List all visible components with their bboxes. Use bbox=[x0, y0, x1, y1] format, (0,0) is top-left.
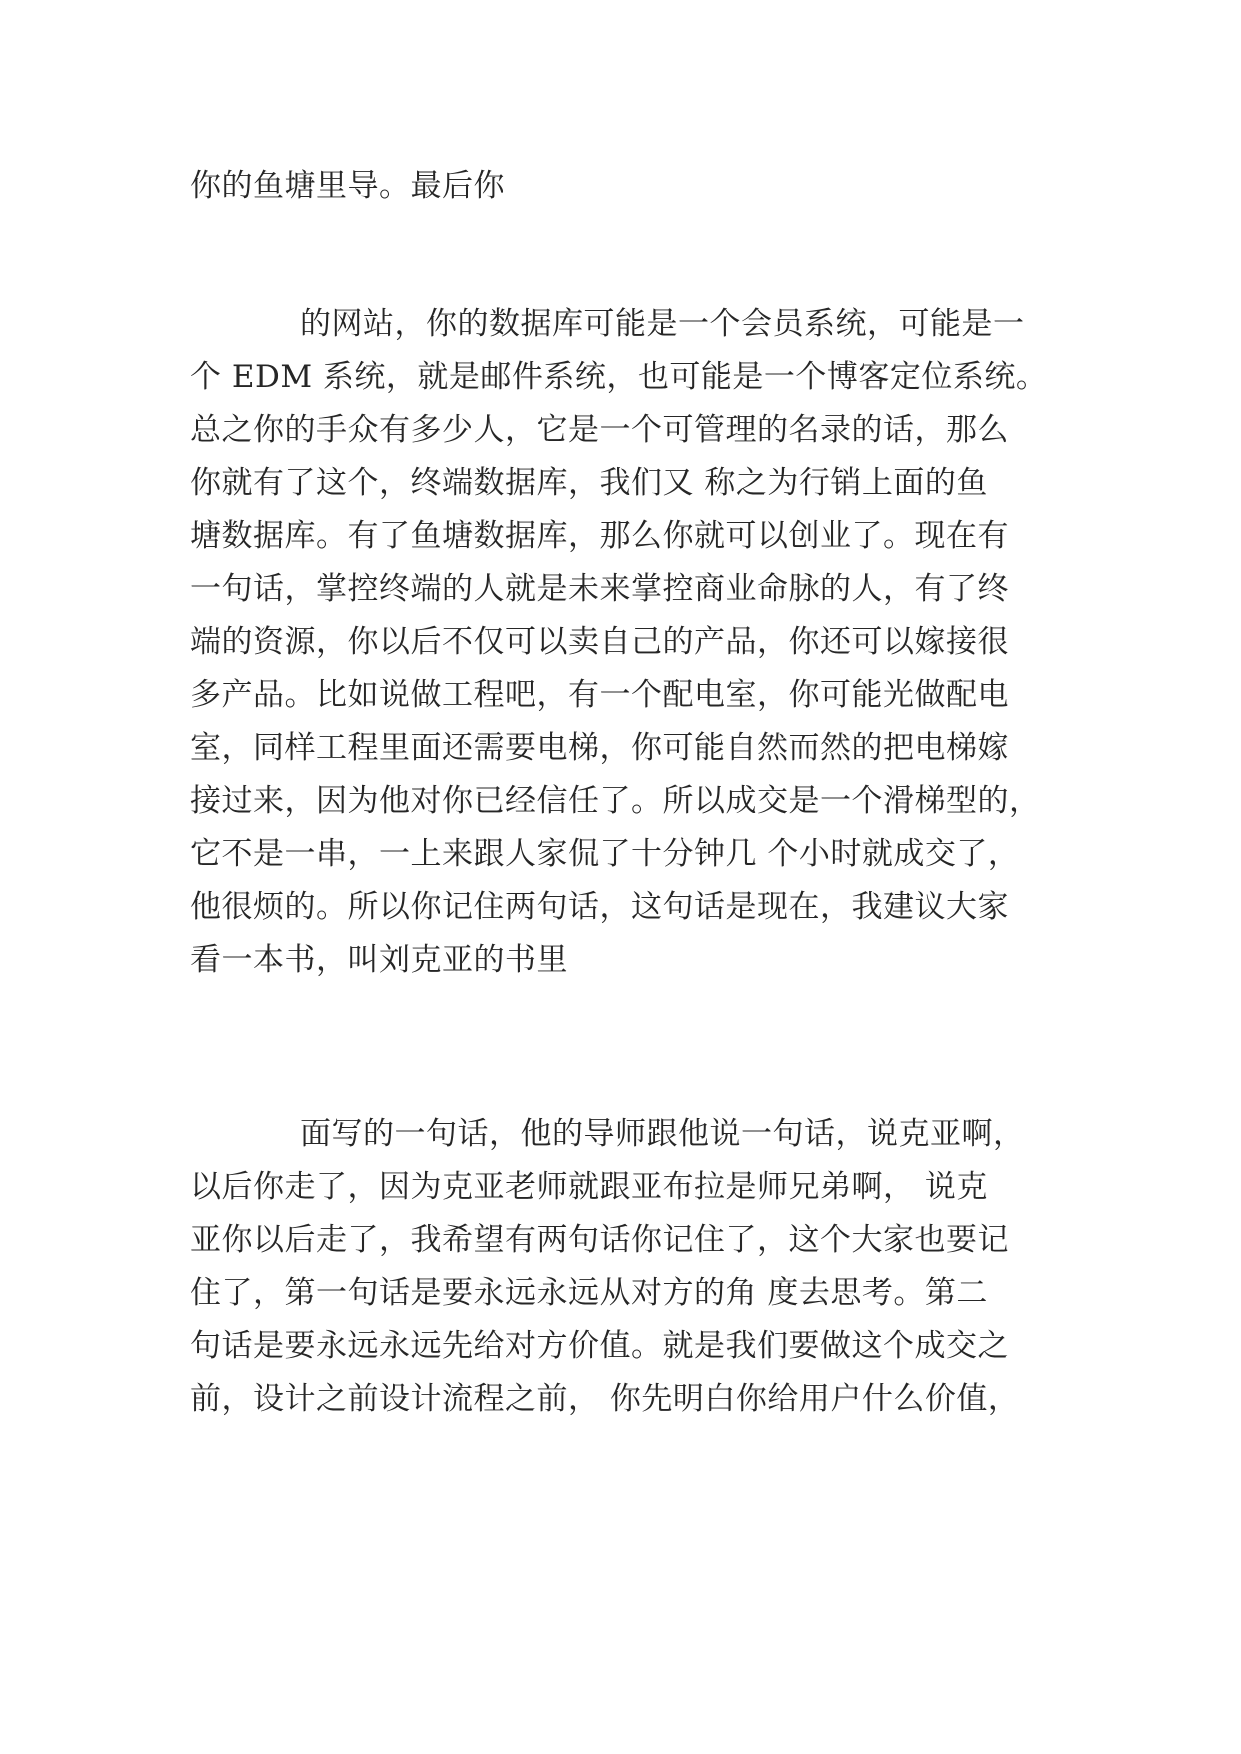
text-line: 住了，第一句话是要永远永远从对方的角 度去思考。第二 bbox=[190, 1275, 988, 1311]
text-line: 以后你走了，因为克亚老师就跟亚布拉是师兄弟啊， 说克 bbox=[190, 1169, 988, 1205]
text-line: 看一本书，叫刘克亚的书里 bbox=[190, 942, 568, 978]
text-line: 端的资源，你以后不仅可以卖自己的产品，你还可以嫁接很 bbox=[190, 624, 1009, 660]
text-line: 总之你的手众有多少人，它是一个可管理的名录的话，那么 bbox=[190, 412, 1009, 448]
text-line: 接过来，因为他对你已经信任了。所以成交是一个滑梯型的， bbox=[190, 783, 1041, 819]
text-line: 他很烦的。所以你记住两句话，这句话是现在，我建议大家 bbox=[190, 889, 1009, 925]
text-line: 前，设计之前设计流程之前， 你先明白你给用户什么价值， bbox=[190, 1381, 1020, 1417]
text-line: 的网站，你的数据库可能是一个会员系统，可能是一 bbox=[300, 306, 1025, 342]
text-line: 它不是一串，一上来跟人家侃了十分钟几 个小时就成交了， bbox=[190, 836, 1020, 872]
text-line: 个 EDM 系统，就是邮件系统，也可能是一个博客定位系统。 bbox=[190, 359, 1048, 395]
text-line: 句话是要永远永远先给对方价值。就是我们要做这个成交之 bbox=[190, 1328, 1009, 1364]
text-line: 一句话，掌控终端的人就是未来掌控商业命脉的人，有了终 bbox=[190, 571, 1009, 607]
text-line: 亚你以后走了，我希望有两句话你记住了，这个大家也要记 bbox=[190, 1222, 1009, 1258]
text-line: 塘数据库。有了鱼塘数据库，那么你就可以创业了。现在有 bbox=[190, 518, 1009, 554]
text-line: 你的鱼塘里导。最后你 bbox=[190, 168, 505, 204]
text-line: 室，同样工程里面还需要电梯，你可能自然而然的把电梯嫁 bbox=[190, 730, 1009, 766]
text-line: 你就有了这个，终端数据库，我们又 称之为行销上面的鱼 bbox=[190, 465, 988, 501]
text-line: 面写的一句话，他的导师跟他说一句话，说克亚啊， bbox=[300, 1116, 1025, 1152]
text-line: 多产品。比如说做工程吧，有一个配电室，你可能光做配电 bbox=[190, 677, 1009, 713]
text-line bbox=[190, 1432, 1050, 1472]
